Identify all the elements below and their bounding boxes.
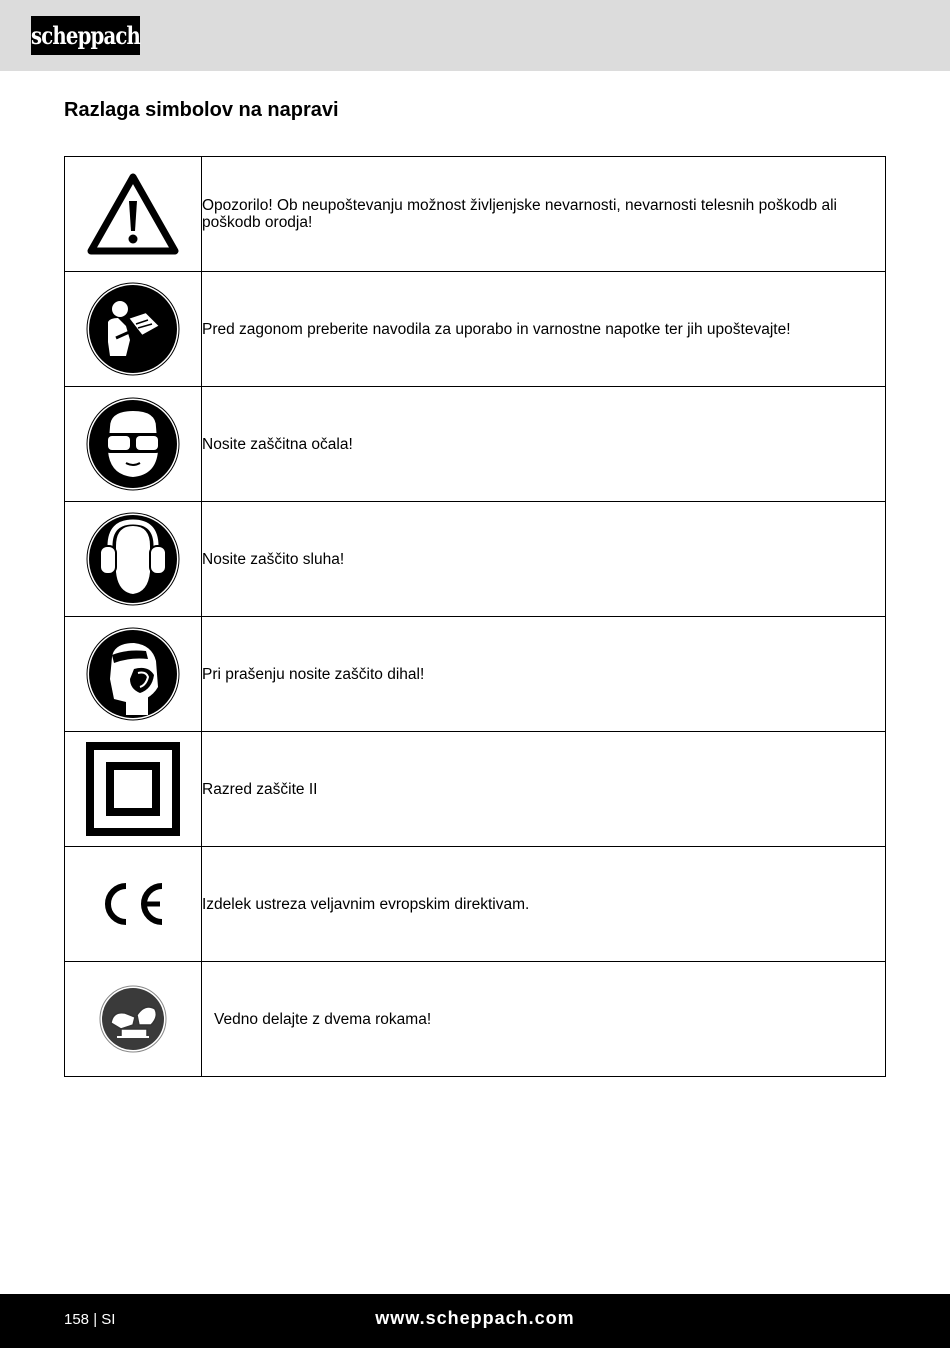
table-row: [65, 962, 886, 1077]
warning-triangle-icon: [87, 173, 179, 255]
table-row: [65, 387, 886, 502]
table-row: [65, 502, 886, 617]
symbol-description: Razred zaščite II: [202, 732, 886, 847]
two-hands-icon: [99, 985, 167, 1053]
website-url: www.scheppach.com: [375, 1308, 575, 1328]
footer-band: [0, 1294, 950, 1348]
ce-mark-icon: [100, 880, 166, 928]
safety-goggles-icon: [86, 397, 180, 491]
table-row: [65, 272, 886, 387]
symbol-description: Nosite zaščito sluha!: [202, 502, 886, 617]
symbol-description: Nosite zaščitna očala!: [202, 387, 886, 502]
read-manual-icon: [86, 282, 180, 376]
page-number: 158 | SI: [64, 1311, 116, 1328]
language-code: SI: [101, 1311, 116, 1328]
table-row: [65, 617, 886, 732]
header-band: [0, 0, 950, 71]
symbol-description: Pri prašenju nosite zaščito dihal!: [202, 617, 886, 732]
table-row: [65, 157, 886, 272]
table-row: [65, 847, 886, 962]
symbol-description: Izdelek ustreza veljavnim evropskim direktivam.: [202, 847, 886, 962]
symbols-table: [64, 156, 886, 1077]
protection-class-ii-icon: [86, 742, 180, 836]
ear-protection-icon: [86, 512, 180, 606]
respirator-icon: [86, 627, 180, 721]
symbol-description: Opozorilo! Ob neupoštevanju možnost življenjske nevarnosti, nevarnosti telesnih poškodb ali poškodb orodja!: [202, 157, 886, 272]
scheppach-logo: scheppach: [31, 16, 140, 55]
page-title: Razlaga simbolov na napravi: [64, 99, 339, 121]
symbol-description: Vedno delajte z dvema rokama!: [202, 962, 886, 1077]
symbol-description: Pred zagonom preberite navodila za uporabo in varnostne napotke ter jih upoštevajte!: [202, 272, 886, 387]
table-row: [65, 732, 886, 847]
